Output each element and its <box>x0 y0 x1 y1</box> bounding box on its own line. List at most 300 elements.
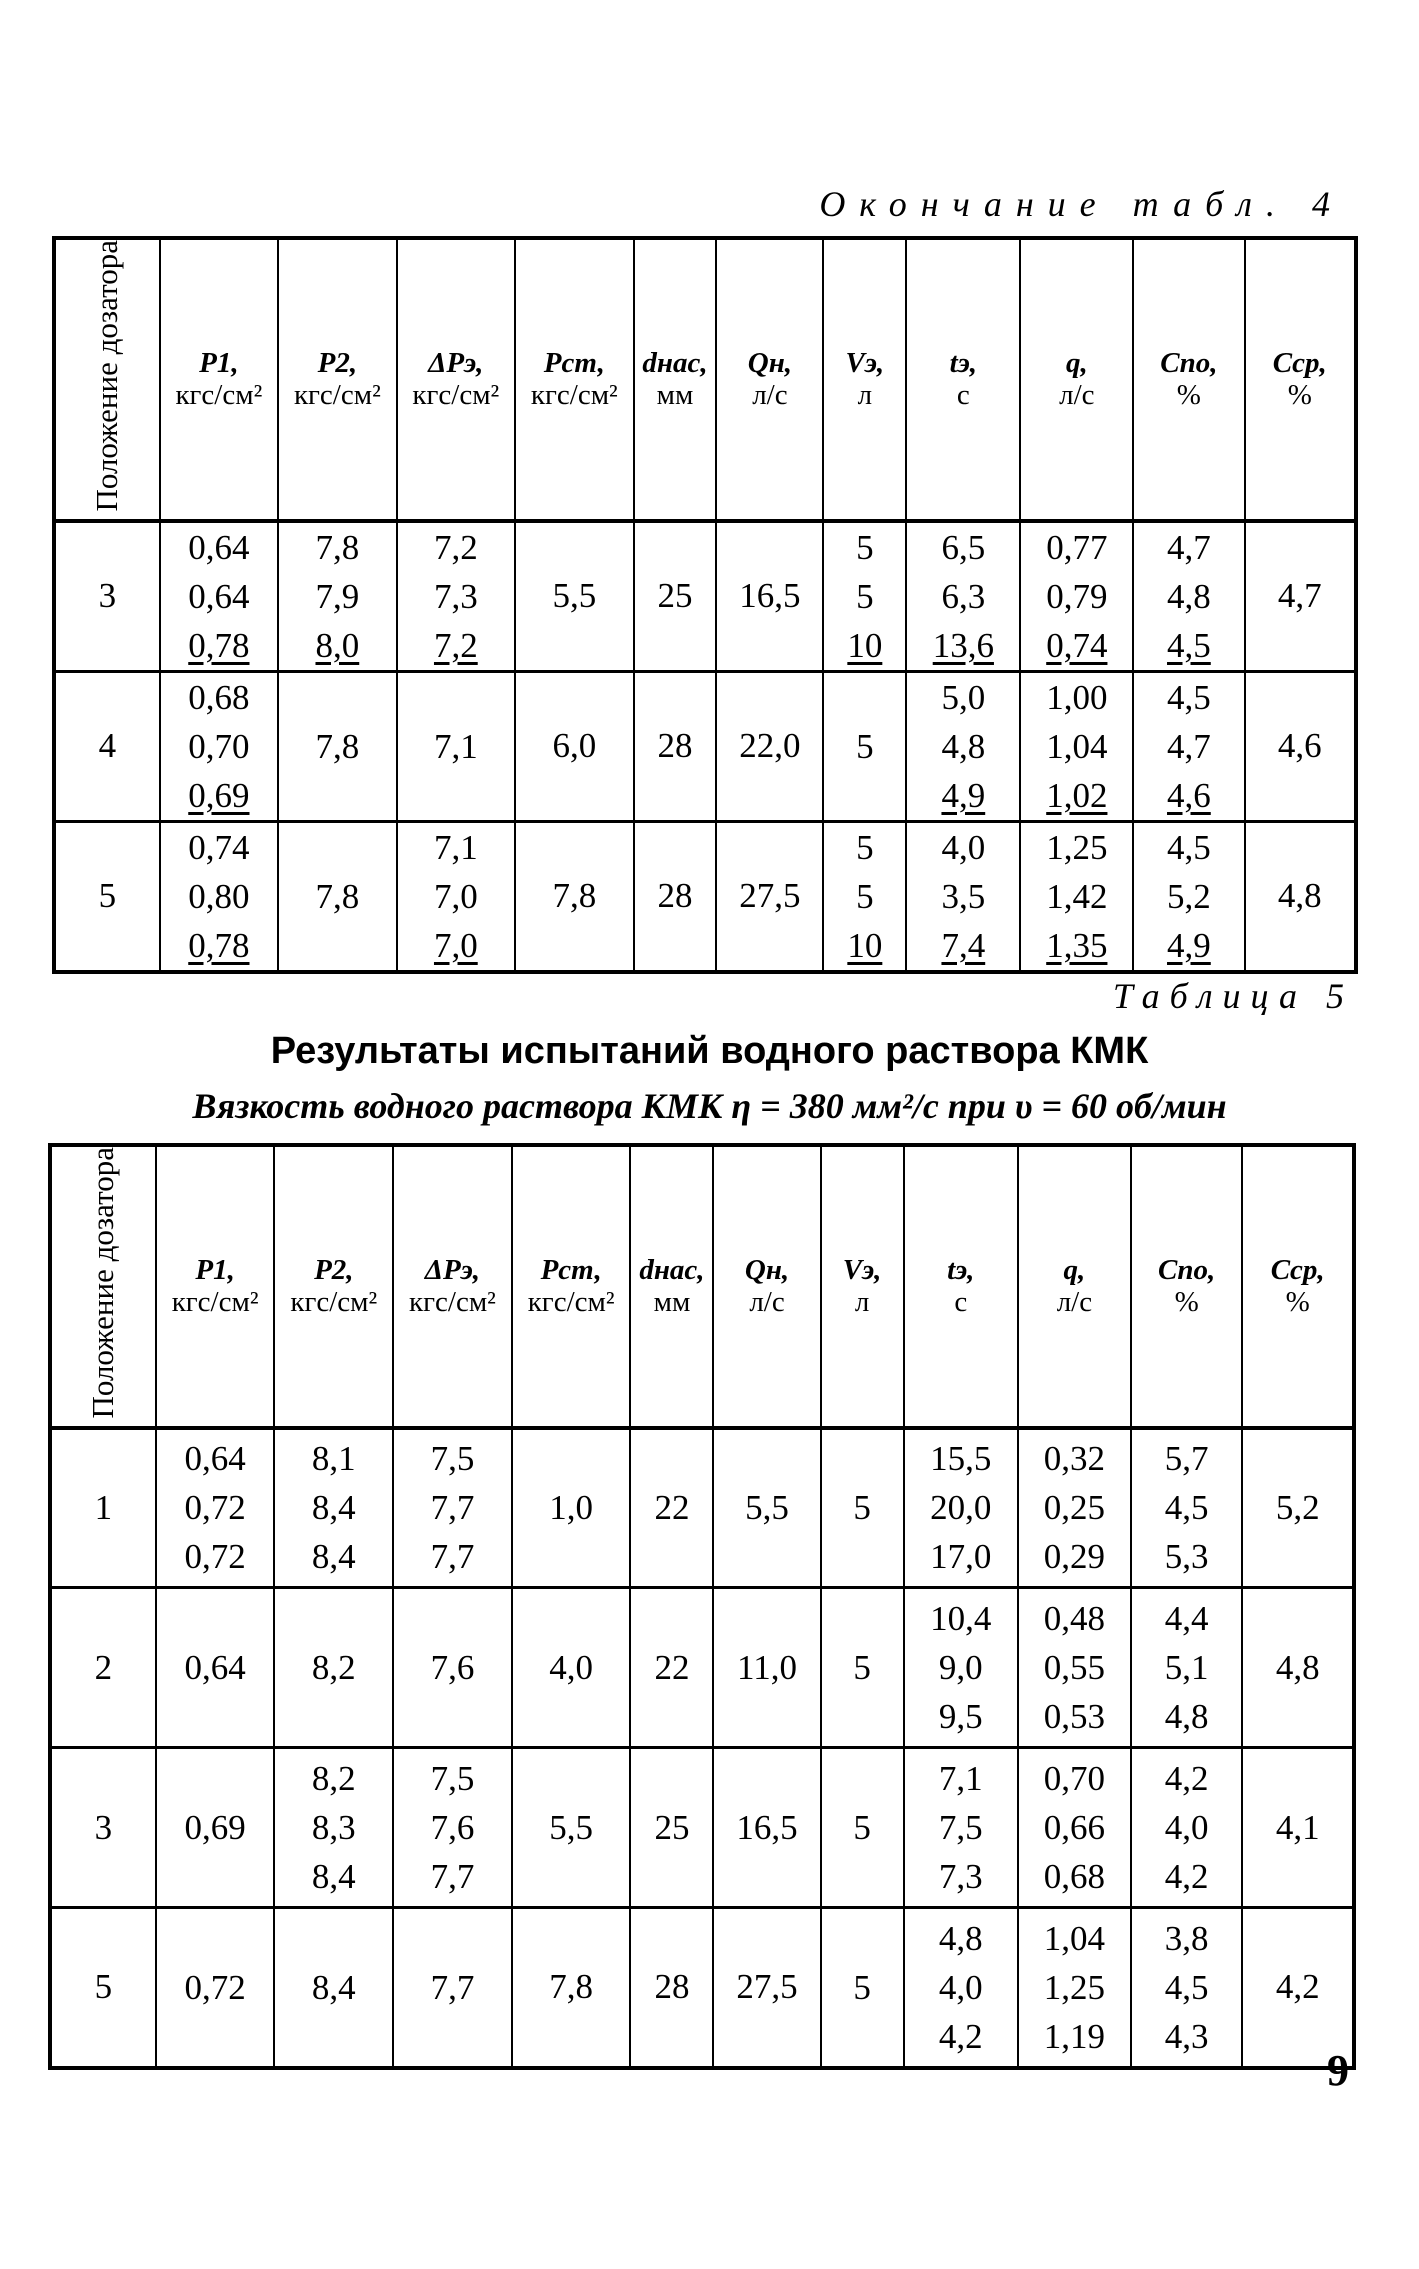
cell-value: 4,2 <box>938 2016 983 2056</box>
cell-stack <box>1134 523 1243 670</box>
cell-value: 7,9 <box>315 576 360 616</box>
header-cell <box>1131 1145 1243 1428</box>
cell-value <box>279 673 395 722</box>
cell-value: 5,7 <box>1164 1439 1209 1479</box>
cell-value <box>157 1692 274 1741</box>
cell-value: 7,0 <box>433 876 478 916</box>
cell-stack <box>907 673 1019 820</box>
cell-value: 5 <box>856 527 874 567</box>
cell-stack <box>1019 1434 1130 1581</box>
cell-value: 5 <box>856 576 874 616</box>
cell-value: 5 <box>856 726 874 766</box>
header-cell <box>713 1145 820 1428</box>
cell-qq <box>1018 1748 1131 1908</box>
header-unit: кгс/см² <box>293 379 381 412</box>
cell-stack <box>824 673 905 820</box>
cell-v <box>821 1748 904 1908</box>
cell-qq <box>1020 671 1133 821</box>
cell-value: 5 <box>856 876 874 916</box>
header-symbol: dнас, <box>642 347 708 380</box>
cell-pst: 6,0 <box>515 671 633 821</box>
cell-p1 <box>160 821 278 972</box>
header-cell <box>1242 1145 1354 1428</box>
header-row <box>54 238 1356 521</box>
cell-value <box>822 1594 903 1643</box>
cell-value: 0,29 <box>1043 1537 1106 1577</box>
cell-value <box>394 1594 511 1643</box>
cell-value <box>824 771 905 820</box>
cell-dp <box>393 1428 512 1588</box>
cell-p2 <box>274 1428 393 1588</box>
cell-stack <box>161 673 277 820</box>
header-symbol: q, <box>1065 347 1088 380</box>
cell-stack <box>161 823 277 970</box>
header-unit: с <box>956 379 970 412</box>
cell-value: 7,1 <box>433 827 478 867</box>
cell-stack <box>157 1914 274 2061</box>
cell-value: 5 <box>853 1488 871 1528</box>
cell-value: 8,4 <box>311 1967 356 2007</box>
header-symbol: Pст, <box>543 347 605 380</box>
cell-stack <box>1132 1754 1242 1901</box>
header-cell <box>515 238 633 521</box>
cell-p1 <box>156 1748 275 1908</box>
cell-stack <box>398 823 514 970</box>
header-row <box>50 1145 1354 1428</box>
cell-stack <box>1021 673 1132 820</box>
cell-value: 1,00 <box>1046 677 1108 717</box>
cell-value: 15,5 <box>930 1439 992 1479</box>
cell-pst: 5,5 <box>515 521 633 672</box>
table5-header <box>50 1145 1354 1428</box>
cell-value: 4,2 <box>1164 1857 1209 1897</box>
header-cell <box>50 1145 156 1428</box>
cell-t <box>906 521 1020 672</box>
header-symbol: P2, <box>314 1254 354 1287</box>
cell-value: 5,2 <box>1167 876 1211 916</box>
cell-value: 5,0 <box>941 677 986 717</box>
cell-p2 <box>274 1748 393 1908</box>
cell-value: 0,66 <box>1043 1808 1106 1848</box>
cell-stack <box>394 1754 511 1901</box>
cell-stack <box>1134 673 1243 820</box>
cell-value: 5,3 <box>1164 1537 1209 1577</box>
header-cell <box>54 238 160 521</box>
header-unit: % <box>1287 379 1312 412</box>
cell-value: 4,0 <box>938 1967 983 2007</box>
cell-pst: 7,8 <box>512 1908 631 2068</box>
cell-value: 8,0 <box>315 625 360 665</box>
cell-stack <box>279 673 395 820</box>
cell-p1 <box>156 1908 275 2068</box>
cell-dp <box>397 821 515 972</box>
cell-value: 0,74 <box>1046 625 1108 665</box>
cell-pos: 3 <box>50 1748 156 1908</box>
cell-v <box>823 671 906 821</box>
cell-p1 <box>156 1428 275 1588</box>
cell-value <box>275 2012 392 2061</box>
header-unit: мм <box>653 1286 691 1319</box>
cell-value: 7,0 <box>433 925 478 965</box>
cell-q: 16,5 <box>713 1748 820 1908</box>
cell-stack <box>822 1434 903 1581</box>
cell-value: 4,9 <box>1167 925 1211 965</box>
cell-value <box>394 1914 511 1963</box>
header-unit: л/с <box>749 1286 785 1319</box>
cell-stack <box>1132 1914 1242 2061</box>
header-cell <box>274 1145 393 1428</box>
cell-stack <box>905 1914 1017 2061</box>
cell-cs: 4,8 <box>1242 1588 1354 1748</box>
header-symbol: Vэ, <box>842 1254 882 1287</box>
cell-value: 0,53 <box>1043 1697 1106 1737</box>
table-5 <box>48 1143 1356 2070</box>
cell-value <box>157 2012 274 2061</box>
cell-value: 0,78 <box>188 925 250 965</box>
cell-value: 0,79 <box>1046 576 1108 616</box>
cell-value <box>822 1692 903 1741</box>
cell-stack <box>1019 1594 1130 1741</box>
cell-stack <box>275 1434 392 1581</box>
cell-d: 22 <box>630 1428 713 1588</box>
header-symbol: dнас, <box>639 1254 705 1287</box>
cell-stack <box>279 523 395 670</box>
cell-value: 7,5 <box>430 1759 475 1799</box>
cell-cs: 4,8 <box>1245 821 1356 972</box>
cell-value: 0,70 <box>188 726 250 766</box>
table4-header <box>54 238 1356 521</box>
cell-p1 <box>156 1588 275 1748</box>
cell-stack <box>279 823 395 970</box>
header-cell <box>821 1145 904 1428</box>
cell-value: 0,64 <box>184 1648 246 1688</box>
table-row <box>50 1908 1354 2068</box>
cell-c <box>1131 1588 1243 1748</box>
header-unit: с <box>954 1286 968 1319</box>
cell-value: 20,0 <box>930 1488 992 1528</box>
cell-t <box>904 1908 1018 2068</box>
cell-value: 4,8 <box>938 1918 983 1958</box>
cell-value: 7,8 <box>315 726 360 766</box>
cell-stack <box>398 673 514 820</box>
cell-cs: 4,6 <box>1245 671 1356 821</box>
header-cell <box>906 238 1020 521</box>
table5-subtitle: Вязкость водного раствора КМК η = 380 мм²/с при υ = 60 об/мин <box>192 1086 1227 1126</box>
cell-value: 4,7 <box>1167 527 1211 567</box>
cell-value: 4,8 <box>1164 1697 1209 1737</box>
cell-pos: 1 <box>50 1428 156 1588</box>
header-symbol: P1, <box>195 1254 235 1287</box>
cell-value: 4,2 <box>1164 1759 1209 1799</box>
cell-value: 0,32 <box>1043 1439 1106 1479</box>
cell-value: 0,68 <box>1043 1857 1106 1897</box>
header-symbol: tэ, <box>949 347 977 380</box>
cell-value: 9,5 <box>938 1697 983 1737</box>
header-unit: кгс/см² <box>409 1286 496 1319</box>
header-unit: кгс/см² <box>530 379 618 412</box>
cell-value: 5 <box>853 1967 871 2007</box>
header-cell <box>160 238 278 521</box>
header-symbol: Cср, <box>1270 1254 1325 1287</box>
cell-value: 8,2 <box>311 1759 356 1799</box>
cell-value: 7,7 <box>430 1967 475 2007</box>
cell-value: 4,7 <box>1167 726 1211 766</box>
cell-value: 8,4 <box>311 1488 356 1528</box>
cell-p2 <box>278 671 396 821</box>
cell-value <box>398 673 514 722</box>
table-row <box>54 671 1356 821</box>
table5-body <box>50 1428 1354 2068</box>
cell-pst: 4,0 <box>512 1588 631 1748</box>
header-unit: л <box>857 379 873 412</box>
cell-value: 13,6 <box>932 625 994 665</box>
header-cell <box>630 1145 713 1428</box>
cell-value: 0,69 <box>184 1808 246 1848</box>
cell-value <box>275 1692 392 1741</box>
cell-value: 4,6 <box>1167 775 1211 815</box>
cell-stack <box>275 1914 392 2061</box>
header-cell <box>716 238 823 521</box>
cell-t <box>904 1428 1018 1588</box>
cell-c <box>1131 1428 1243 1588</box>
table4-body <box>54 521 1356 972</box>
cell-value <box>822 1914 903 1963</box>
cell-value: 7,8 <box>315 876 360 916</box>
cell-q: 27,5 <box>713 1908 820 2068</box>
cell-value: 7,2 <box>433 625 478 665</box>
cell-value <box>157 1852 274 1901</box>
cell-t <box>906 821 1020 972</box>
cell-value: 7,1 <box>433 726 478 766</box>
cell-value: 0,55 <box>1043 1648 1106 1688</box>
cell-value: 4,0 <box>941 827 986 867</box>
page-number: 9 <box>1327 2046 1349 2095</box>
header-unit: % <box>1174 1286 1199 1319</box>
cell-d: 22 <box>630 1588 713 1748</box>
cell-value: 5 <box>856 827 874 867</box>
cell-value: 4,5 <box>1167 625 1211 665</box>
cell-value: 0,25 <box>1043 1488 1106 1528</box>
cell-value: 8,4 <box>311 1857 356 1897</box>
cell-q: 22,0 <box>716 671 823 821</box>
cell-value: 4,5 <box>1164 1488 1209 1528</box>
cell-value <box>822 1754 903 1803</box>
cell-stack <box>905 1594 1017 1741</box>
cell-stack <box>275 1754 392 1901</box>
cell-value: 0,64 <box>184 1439 246 1479</box>
header-unit: л/с <box>1059 379 1095 412</box>
header-symbol: Pст, <box>540 1254 602 1287</box>
cell-value: 7,7 <box>430 1537 475 1577</box>
cell-t <box>904 1748 1018 1908</box>
cell-qq <box>1020 521 1133 672</box>
cell-v <box>823 821 906 972</box>
header-unit: % <box>1285 1286 1310 1319</box>
cell-d: 25 <box>630 1748 713 1908</box>
cell-stack <box>1019 1914 1130 2061</box>
cell-value <box>398 771 514 820</box>
cell-value: 0,74 <box>188 827 250 867</box>
cell-stack <box>905 1754 1017 1901</box>
cell-value: 7,1 <box>938 1759 983 1799</box>
cell-value: 1,25 <box>1046 827 1108 867</box>
cell-pos: 5 <box>50 1908 156 2068</box>
cell-value: 10 <box>847 925 883 965</box>
table-row <box>50 1428 1354 1588</box>
header-cell <box>393 1145 512 1428</box>
cell-dp <box>393 1748 512 1908</box>
cell-stack <box>394 1914 511 2061</box>
cell-c <box>1131 1908 1243 2068</box>
header-cell <box>1020 238 1133 521</box>
cell-value: 0,70 <box>1043 1759 1106 1799</box>
cell-value <box>279 921 395 970</box>
cell-stack <box>161 523 277 670</box>
table-row <box>50 1748 1354 1908</box>
cell-value: 0,77 <box>1046 527 1108 567</box>
cell-qq <box>1018 1428 1131 1588</box>
cell-value: 7,2 <box>433 527 478 567</box>
header-cell <box>512 1145 631 1428</box>
cell-c <box>1131 1748 1243 1908</box>
cell-value: 8,4 <box>311 1537 356 1577</box>
cell-v <box>821 1588 904 1748</box>
cell-stack <box>907 823 1019 970</box>
cell-q: 27,5 <box>716 821 823 972</box>
cell-stack <box>1021 823 1132 970</box>
cell-value: 7,5 <box>430 1439 475 1479</box>
header-cell <box>1245 238 1356 521</box>
header-unit: кгс/см² <box>527 1286 615 1319</box>
cell-qq <box>1018 1908 1131 2068</box>
cell-v <box>821 1428 904 1588</box>
cell-value: 1,25 <box>1043 1967 1106 2007</box>
cell-value: 0,80 <box>188 876 250 916</box>
cell-pos: 2 <box>50 1588 156 1748</box>
header-symbol: tэ, <box>947 1254 975 1287</box>
cell-q: 5,5 <box>713 1428 820 1588</box>
cell-value: 7,8 <box>315 527 360 567</box>
header-symbol: ΔPэ, <box>428 347 484 380</box>
cell-value: 7,6 <box>430 1808 475 1848</box>
cell-p1 <box>160 521 278 672</box>
cell-value: 7,7 <box>430 1488 475 1528</box>
cell-dp <box>397 521 515 672</box>
header-unit: л <box>854 1286 870 1319</box>
header-cell <box>278 238 396 521</box>
cell-value <box>394 1692 511 1741</box>
table-row <box>54 521 1356 672</box>
header-unit: кгс/см² <box>290 1286 378 1319</box>
cell-value: 4,8 <box>1167 576 1211 616</box>
cell-value: 1,04 <box>1046 726 1108 766</box>
table-row <box>54 821 1356 972</box>
header-cell <box>904 1145 1018 1428</box>
cell-value: 1,35 <box>1046 925 1108 965</box>
cell-value <box>275 1594 392 1643</box>
cell-stack <box>824 523 905 670</box>
position-header: Положение дозатора <box>89 240 125 512</box>
cell-d: 28 <box>634 671 717 821</box>
cell-value <box>157 1754 274 1803</box>
header-cell <box>156 1145 275 1428</box>
cell-value <box>394 2012 511 2061</box>
cell-value: 4,8 <box>941 726 986 766</box>
header-cell <box>634 238 717 521</box>
header-symbol: ΔPэ, <box>424 1254 481 1287</box>
cell-value: 7,3 <box>433 576 478 616</box>
position-header: Положение дозатора <box>85 1147 121 1419</box>
cell-pos: 4 <box>54 671 160 821</box>
cell-value <box>279 823 395 872</box>
table5-title: Результаты испытаний водного раствора КМК <box>270 1030 1149 1072</box>
cell-value: 9,0 <box>938 1648 983 1688</box>
cell-c <box>1133 821 1244 972</box>
cell-stack <box>398 523 514 670</box>
header-cell <box>823 238 906 521</box>
cell-stack <box>394 1594 511 1741</box>
cell-qq <box>1020 821 1133 972</box>
table4-continuation-caption: Окончание табл. 4 <box>819 184 1344 224</box>
cell-value: 7,6 <box>430 1648 475 1688</box>
header-cell <box>1133 238 1244 521</box>
header-cell <box>1018 1145 1131 1428</box>
cell-d: 28 <box>630 1908 713 2068</box>
cell-value <box>822 2012 903 2061</box>
cell-value: 1,19 <box>1043 2016 1106 2056</box>
cell-value: 0,72 <box>184 1967 246 2007</box>
cell-v <box>823 521 906 672</box>
cell-stack <box>157 1594 274 1741</box>
cell-pst: 1,0 <box>512 1428 631 1588</box>
cell-q: 16,5 <box>716 521 823 672</box>
cell-qq <box>1018 1588 1131 1748</box>
header-unit: кгс/см² <box>412 379 500 412</box>
cell-stack <box>1132 1434 1242 1581</box>
cell-value <box>822 1434 903 1483</box>
cell-stack <box>1021 523 1132 670</box>
header-unit: кгс/см² <box>175 379 263 412</box>
header-unit: мм <box>656 379 694 412</box>
cell-cs: 4,7 <box>1245 521 1356 672</box>
cell-value: 4,5 <box>1167 827 1211 867</box>
header-unit: % <box>1176 379 1201 412</box>
cell-value: 4,4 <box>1164 1599 1209 1639</box>
cell-dp <box>393 1588 512 1748</box>
cell-value: 7,3 <box>938 1857 983 1897</box>
cell-value: 3,8 <box>1164 1918 1209 1958</box>
cell-stack <box>822 1594 903 1741</box>
cell-value: 0,48 <box>1043 1599 1106 1639</box>
cell-stack <box>157 1434 274 1581</box>
header-symbol: Qн, <box>744 1254 790 1287</box>
cell-v <box>821 1908 904 2068</box>
cell-value: 0,64 <box>188 576 250 616</box>
cell-stack <box>905 1434 1017 1581</box>
cell-value: 7,4 <box>941 925 986 965</box>
cell-d: 28 <box>634 821 717 972</box>
header-symbol: Vэ, <box>845 347 885 380</box>
header-symbol: Cпо, <box>1158 1254 1216 1287</box>
cell-c <box>1133 521 1244 672</box>
cell-stack <box>275 1594 392 1741</box>
cell-d: 25 <box>634 521 717 672</box>
cell-value: 4,9 <box>941 775 986 815</box>
cell-pst: 7,8 <box>515 821 633 972</box>
cell-pst: 5,5 <box>512 1748 631 1908</box>
cell-stack <box>822 1914 903 2061</box>
cell-stack <box>157 1754 274 1901</box>
